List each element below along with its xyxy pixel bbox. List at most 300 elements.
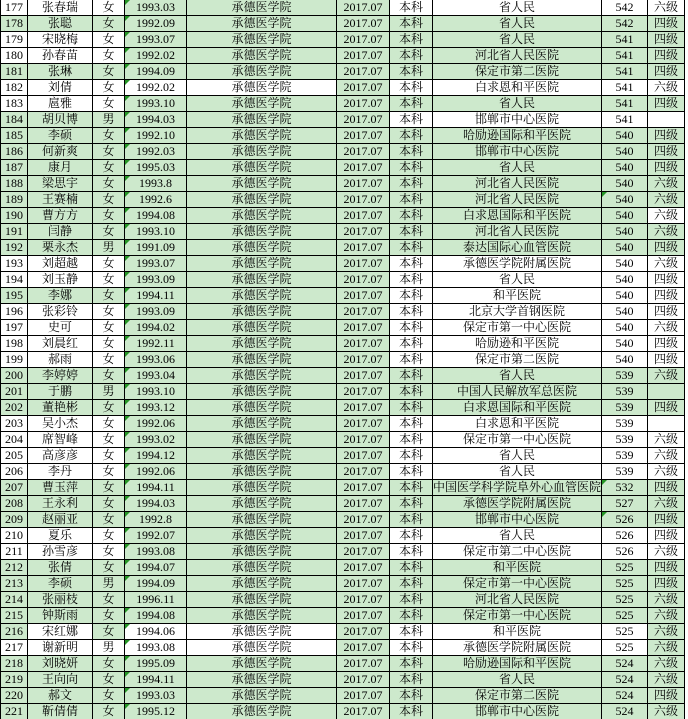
cell-birth-date[interactable]: 1993.09 (125, 304, 187, 320)
cell-cet-level[interactable]: 六级 (648, 496, 685, 512)
cell-row-number[interactable]: 186 (1, 144, 28, 160)
cell-row-number[interactable]: 179 (1, 32, 28, 48)
cell-score[interactable]: 539 (602, 416, 648, 432)
cell-grad-date[interactable]: 2017.07 (337, 48, 390, 64)
cell-grad-date[interactable]: 2017.07 (337, 192, 390, 208)
cell-score[interactable]: 541 (602, 48, 648, 64)
cell-score[interactable]: 525 (602, 560, 648, 576)
cell-cet-level[interactable]: 六级 (648, 192, 685, 208)
cell-row-number[interactable]: 210 (1, 528, 28, 544)
cell-name[interactable]: 栗永杰 (28, 240, 93, 256)
cell-school[interactable]: 承德医学院 (187, 64, 337, 80)
cell-hospital[interactable]: 和平医院 (433, 560, 602, 576)
cell-degree[interactable]: 本科 (390, 672, 433, 688)
cell-gender[interactable]: 男 (93, 576, 125, 592)
cell-degree[interactable]: 本科 (390, 272, 433, 288)
cell-cet-level[interactable]: 四级 (648, 480, 685, 496)
cell-degree[interactable]: 本科 (390, 448, 433, 464)
cell-name[interactable]: 孙雪彦 (28, 544, 93, 560)
cell-birth-date[interactable]: 1993.03 (125, 0, 187, 16)
cell-birth-date[interactable]: 1993.8 (125, 176, 187, 192)
cell-hospital[interactable]: 保定市第二医院 (433, 64, 602, 80)
cell-score[interactable]: 539 (602, 384, 648, 400)
cell-name[interactable]: 王永利 (28, 496, 93, 512)
cell-school[interactable]: 承德医学院 (187, 0, 337, 16)
cell-school[interactable]: 承德医学院 (187, 496, 337, 512)
cell-score[interactable]: 540 (602, 352, 648, 368)
cell-school[interactable]: 承德医学院 (187, 608, 337, 624)
cell-score[interactable]: 540 (602, 304, 648, 320)
cell-hospital[interactable]: 河北省人民医院 (433, 48, 602, 64)
cell-grad-date[interactable]: 2017.07 (337, 0, 390, 16)
cell-row-number[interactable]: 189 (1, 192, 28, 208)
cell-cet-level[interactable] (648, 416, 685, 432)
cell-gender[interactable]: 女 (93, 32, 125, 48)
cell-name[interactable]: 郝文 (28, 688, 93, 704)
cell-gender[interactable]: 女 (93, 544, 125, 560)
cell-gender[interactable]: 女 (93, 416, 125, 432)
cell-row-number[interactable]: 184 (1, 112, 28, 128)
cell-cet-level[interactable]: 六级 (648, 544, 685, 560)
cell-grad-date[interactable]: 2017.07 (337, 608, 390, 624)
cell-birth-date[interactable]: 1993.09 (125, 272, 187, 288)
cell-cet-level[interactable]: 四级 (648, 688, 685, 704)
cell-grad-date[interactable]: 2017.07 (337, 208, 390, 224)
cell-grad-date[interactable]: 2017.07 (337, 432, 390, 448)
cell-birth-date[interactable]: 1992.02 (125, 48, 187, 64)
cell-school[interactable]: 承德医学院 (187, 560, 337, 576)
cell-birth-date[interactable]: 1992.09 (125, 16, 187, 32)
cell-degree[interactable]: 本科 (390, 112, 433, 128)
cell-grad-date[interactable]: 2017.07 (337, 112, 390, 128)
cell-name[interactable]: 何新爽 (28, 144, 93, 160)
cell-cet-level[interactable]: 六级 (648, 656, 685, 672)
cell-birth-date[interactable]: 1995.03 (125, 160, 187, 176)
cell-degree[interactable]: 本科 (390, 496, 433, 512)
cell-row-number[interactable]: 219 (1, 672, 28, 688)
cell-school[interactable]: 承德医学院 (187, 80, 337, 96)
cell-hospital[interactable]: 白求恩国际和平医院 (433, 400, 602, 416)
cell-score[interactable]: 541 (602, 80, 648, 96)
cell-name[interactable]: 李丹 (28, 464, 93, 480)
cell-gender[interactable]: 女 (93, 160, 125, 176)
cell-school[interactable]: 承德医学院 (187, 416, 337, 432)
cell-school[interactable]: 承德医学院 (187, 112, 337, 128)
cell-grad-date[interactable]: 2017.07 (337, 304, 390, 320)
cell-birth-date[interactable]: 1992.02 (125, 80, 187, 96)
cell-name[interactable]: 张倩 (28, 560, 93, 576)
cell-grad-date[interactable]: 2017.07 (337, 256, 390, 272)
cell-row-number[interactable]: 198 (1, 336, 28, 352)
cell-row-number[interactable]: 215 (1, 608, 28, 624)
cell-grad-date[interactable]: 2017.07 (337, 640, 390, 656)
cell-name[interactable]: 康月 (28, 160, 93, 176)
cell-name[interactable]: 曹玉萍 (28, 480, 93, 496)
cell-cet-level[interactable]: 六级 (648, 368, 685, 384)
cell-name[interactable]: 李娜 (28, 288, 93, 304)
cell-name[interactable]: 夏乐 (28, 528, 93, 544)
cell-school[interactable]: 承德医学院 (187, 320, 337, 336)
cell-birth-date[interactable]: 1994.08 (125, 208, 187, 224)
cell-school[interactable]: 承德医学院 (187, 448, 337, 464)
cell-birth-date[interactable]: 1992.03 (125, 144, 187, 160)
cell-score[interactable]: 539 (602, 448, 648, 464)
cell-row-number[interactable]: 204 (1, 432, 28, 448)
cell-hospital[interactable]: 省人民 (433, 16, 602, 32)
cell-birth-date[interactable]: 1994.09 (125, 576, 187, 592)
cell-cet-level[interactable]: 四级 (648, 304, 685, 320)
cell-name[interactable]: 刘超越 (28, 256, 93, 272)
cell-grad-date[interactable]: 2017.07 (337, 688, 390, 704)
cell-name[interactable]: 张春瑞 (28, 0, 93, 16)
cell-name[interactable]: 于鹏 (28, 384, 93, 400)
cell-gender[interactable]: 女 (93, 208, 125, 224)
cell-hospital[interactable]: 邯郸市中心医院 (433, 704, 602, 719)
cell-degree[interactable]: 本科 (390, 208, 433, 224)
cell-degree[interactable]: 本科 (390, 608, 433, 624)
cell-cet-level[interactable]: 四级 (648, 288, 685, 304)
cell-school[interactable]: 承德医学院 (187, 272, 337, 288)
cell-grad-date[interactable]: 2017.07 (337, 288, 390, 304)
cell-row-number[interactable]: 208 (1, 496, 28, 512)
cell-score[interactable]: 540 (602, 144, 648, 160)
cell-hospital[interactable]: 保定市第一中心医院 (433, 320, 602, 336)
cell-cet-level[interactable]: 四级 (648, 48, 685, 64)
cell-degree[interactable]: 本科 (390, 512, 433, 528)
cell-grad-date[interactable]: 2017.07 (337, 560, 390, 576)
cell-birth-date[interactable]: 1993.08 (125, 640, 187, 656)
cell-name[interactable]: 席智峰 (28, 432, 93, 448)
cell-gender[interactable]: 女 (93, 592, 125, 608)
cell-gender[interactable]: 女 (93, 400, 125, 416)
cell-hospital[interactable]: 邯郸市中心医院 (433, 144, 602, 160)
cell-hospital[interactable]: 河北省人民医院 (433, 592, 602, 608)
cell-birth-date[interactable]: 1991.09 (125, 240, 187, 256)
cell-school[interactable]: 承德医学院 (187, 384, 337, 400)
cell-score[interactable]: 527 (602, 496, 648, 512)
cell-row-number[interactable]: 192 (1, 240, 28, 256)
cell-cet-level[interactable]: 六级 (648, 80, 685, 96)
cell-row-number[interactable]: 190 (1, 208, 28, 224)
cell-cet-level[interactable]: 四级 (648, 512, 685, 528)
cell-cet-level[interactable]: 六级 (648, 448, 685, 464)
cell-cet-level[interactable]: 四级 (648, 32, 685, 48)
cell-row-number[interactable]: 183 (1, 96, 28, 112)
cell-row-number[interactable]: 185 (1, 128, 28, 144)
cell-score[interactable]: 540 (602, 160, 648, 176)
cell-cet-level[interactable]: 四级 (648, 240, 685, 256)
cell-score[interactable]: 540 (602, 336, 648, 352)
cell-degree[interactable]: 本科 (390, 96, 433, 112)
cell-gender[interactable]: 女 (93, 560, 125, 576)
cell-hospital[interactable]: 白求恩和平医院 (433, 80, 602, 96)
cell-grad-date[interactable]: 2017.07 (337, 80, 390, 96)
cell-gender[interactable]: 女 (93, 656, 125, 672)
cell-school[interactable]: 承德医学院 (187, 544, 337, 560)
cell-grad-date[interactable]: 2017.07 (337, 240, 390, 256)
cell-gender[interactable]: 女 (93, 432, 125, 448)
cell-school[interactable]: 承德医学院 (187, 480, 337, 496)
cell-name[interactable]: 王向向 (28, 672, 93, 688)
cell-hospital[interactable]: 承德医学院附属医院 (433, 640, 602, 656)
cell-cet-level[interactable]: 六级 (648, 640, 685, 656)
cell-name[interactable]: 郝雨 (28, 352, 93, 368)
cell-score[interactable]: 525 (602, 640, 648, 656)
cell-name[interactable]: 刘玉静 (28, 272, 93, 288)
cell-hospital[interactable]: 和平医院 (433, 288, 602, 304)
cell-cet-level[interactable]: 四级 (648, 96, 685, 112)
cell-score[interactable]: 524 (602, 704, 648, 719)
cell-cet-level[interactable]: 六级 (648, 704, 685, 719)
cell-gender[interactable]: 女 (93, 480, 125, 496)
cell-cet-level[interactable]: 六级 (648, 224, 685, 240)
cell-name[interactable]: 宋晓梅 (28, 32, 93, 48)
cell-degree[interactable]: 本科 (390, 384, 433, 400)
cell-name[interactable]: 董艳彬 (28, 400, 93, 416)
cell-cet-level[interactable]: 六级 (648, 208, 685, 224)
cell-row-number[interactable]: 193 (1, 256, 28, 272)
cell-school[interactable]: 承德医学院 (187, 400, 337, 416)
cell-row-number[interactable]: 196 (1, 304, 28, 320)
cell-score[interactable]: 525 (602, 576, 648, 592)
cell-gender[interactable]: 女 (93, 304, 125, 320)
cell-gender[interactable]: 女 (93, 624, 125, 640)
cell-row-number[interactable]: 200 (1, 368, 28, 384)
cell-name[interactable]: 王赛楠 (28, 192, 93, 208)
cell-birth-date[interactable]: 1992.10 (125, 128, 187, 144)
cell-row-number[interactable]: 177 (1, 0, 28, 16)
cell-name[interactable]: 闫静 (28, 224, 93, 240)
cell-cet-level[interactable]: 四级 (648, 160, 685, 176)
cell-name[interactable]: 高彦彦 (28, 448, 93, 464)
cell-cet-level[interactable]: 六级 (648, 432, 685, 448)
cell-hospital[interactable]: 保定市第一中心医院 (433, 576, 602, 592)
cell-degree[interactable]: 本科 (390, 0, 433, 16)
cell-score[interactable]: 525 (602, 624, 648, 640)
cell-cet-level[interactable]: 六级 (648, 320, 685, 336)
cell-school[interactable]: 承德医学院 (187, 256, 337, 272)
cell-hospital[interactable]: 哈励逊国际和平医院 (433, 656, 602, 672)
cell-grad-date[interactable]: 2017.07 (337, 576, 390, 592)
cell-row-number[interactable]: 216 (1, 624, 28, 640)
cell-grad-date[interactable]: 2017.07 (337, 528, 390, 544)
cell-birth-date[interactable]: 1994.11 (125, 288, 187, 304)
cell-hospital[interactable]: 河北省人民医院 (433, 224, 602, 240)
cell-cet-level[interactable]: 六级 (648, 608, 685, 624)
cell-gender[interactable]: 女 (93, 320, 125, 336)
cell-gender[interactable]: 女 (93, 96, 125, 112)
cell-grad-date[interactable]: 2017.07 (337, 320, 390, 336)
cell-name[interactable]: 张琳 (28, 64, 93, 80)
cell-cet-level[interactable]: 六级 (648, 256, 685, 272)
cell-school[interactable]: 承德医学院 (187, 528, 337, 544)
cell-gender[interactable]: 女 (93, 336, 125, 352)
cell-gender[interactable]: 女 (93, 176, 125, 192)
cell-degree[interactable]: 本科 (390, 144, 433, 160)
cell-hospital[interactable]: 保定市第一中心医院 (433, 608, 602, 624)
cell-score[interactable]: 541 (602, 64, 648, 80)
cell-degree[interactable]: 本科 (390, 160, 433, 176)
cell-degree[interactable]: 本科 (390, 656, 433, 672)
cell-hospital[interactable]: 哈励逊和平医院 (433, 336, 602, 352)
cell-school[interactable]: 承德医学院 (187, 704, 337, 719)
cell-score[interactable]: 539 (602, 368, 648, 384)
cell-school[interactable]: 承德医学院 (187, 16, 337, 32)
cell-name[interactable]: 赵丽亚 (28, 512, 93, 528)
cell-row-number[interactable]: 191 (1, 224, 28, 240)
cell-score[interactable]: 541 (602, 32, 648, 48)
cell-name[interactable]: 刘倩 (28, 80, 93, 96)
cell-school[interactable]: 承德医学院 (187, 32, 337, 48)
cell-birth-date[interactable]: 1992.6 (125, 192, 187, 208)
cell-cet-level[interactable]: 四级 (648, 352, 685, 368)
cell-grad-date[interactable]: 2017.07 (337, 544, 390, 560)
cell-school[interactable]: 承德医学院 (187, 592, 337, 608)
cell-hospital[interactable]: 北京大学首钢医院 (433, 304, 602, 320)
cell-grad-date[interactable]: 2017.07 (337, 672, 390, 688)
cell-school[interactable]: 承德医学院 (187, 432, 337, 448)
cell-hospital[interactable]: 省人民 (433, 272, 602, 288)
cell-score[interactable]: 540 (602, 272, 648, 288)
cell-row-number[interactable]: 188 (1, 176, 28, 192)
cell-row-number[interactable]: 205 (1, 448, 28, 464)
cell-hospital[interactable]: 保定市第二医院 (433, 688, 602, 704)
cell-birth-date[interactable]: 1994.06 (125, 624, 187, 640)
cell-birth-date[interactable]: 1992.8 (125, 512, 187, 528)
cell-birth-date[interactable]: 1994.11 (125, 480, 187, 496)
cell-gender[interactable]: 女 (93, 496, 125, 512)
cell-grad-date[interactable]: 2017.07 (337, 64, 390, 80)
cell-row-number[interactable]: 182 (1, 80, 28, 96)
cell-gender[interactable]: 女 (93, 688, 125, 704)
cell-row-number[interactable]: 212 (1, 560, 28, 576)
cell-grad-date[interactable]: 2017.07 (337, 336, 390, 352)
cell-score[interactable]: 540 (602, 208, 648, 224)
cell-gender[interactable]: 女 (93, 128, 125, 144)
cell-score[interactable]: 539 (602, 464, 648, 480)
cell-hospital[interactable]: 保定市第一中心医院 (433, 432, 602, 448)
cell-score[interactable]: 541 (602, 96, 648, 112)
cell-cet-level[interactable] (648, 112, 685, 128)
cell-school[interactable]: 承德医学院 (187, 144, 337, 160)
cell-school[interactable]: 承德医学院 (187, 240, 337, 256)
cell-row-number[interactable]: 217 (1, 640, 28, 656)
cell-row-number[interactable]: 199 (1, 352, 28, 368)
cell-degree[interactable]: 本科 (390, 592, 433, 608)
cell-degree[interactable]: 本科 (390, 416, 433, 432)
cell-birth-date[interactable]: 1994.07 (125, 560, 187, 576)
cell-school[interactable]: 承德医学院 (187, 176, 337, 192)
cell-hospital[interactable]: 河北省人民医院 (433, 176, 602, 192)
cell-row-number[interactable]: 206 (1, 464, 28, 480)
cell-degree[interactable]: 本科 (390, 320, 433, 336)
cell-gender[interactable]: 女 (93, 80, 125, 96)
cell-birth-date[interactable]: 1996.11 (125, 592, 187, 608)
cell-degree[interactable]: 本科 (390, 624, 433, 640)
cell-grad-date[interactable]: 2017.07 (337, 448, 390, 464)
cell-cet-level[interactable]: 六级 (648, 0, 685, 16)
cell-grad-date[interactable]: 2017.07 (337, 656, 390, 672)
cell-score[interactable]: 525 (602, 592, 648, 608)
cell-gender[interactable]: 女 (93, 224, 125, 240)
cell-grad-date[interactable]: 2017.07 (337, 384, 390, 400)
cell-birth-date[interactable]: 1993.10 (125, 96, 187, 112)
cell-hospital[interactable]: 保定市第二医院 (433, 352, 602, 368)
cell-name[interactable]: 张丽枝 (28, 592, 93, 608)
cell-name[interactable]: 刘晨红 (28, 336, 93, 352)
cell-score[interactable]: 526 (602, 512, 648, 528)
cell-school[interactable]: 承德医学院 (187, 48, 337, 64)
cell-grad-date[interactable]: 2017.07 (337, 368, 390, 384)
cell-degree[interactable]: 本科 (390, 336, 433, 352)
cell-row-number[interactable]: 194 (1, 272, 28, 288)
cell-birth-date[interactable]: 1994.12 (125, 448, 187, 464)
cell-row-number[interactable]: 211 (1, 544, 28, 560)
cell-hospital[interactable]: 和平医院 (433, 624, 602, 640)
cell-gender[interactable]: 女 (93, 528, 125, 544)
cell-grad-date[interactable]: 2017.07 (337, 592, 390, 608)
cell-name[interactable]: 刘晓妍 (28, 656, 93, 672)
cell-hospital[interactable]: 泰达国际心血管医院 (433, 240, 602, 256)
cell-row-number[interactable]: 214 (1, 592, 28, 608)
cell-hospital[interactable]: 承德医学院附属医院 (433, 256, 602, 272)
cell-birth-date[interactable]: 1993.06 (125, 352, 187, 368)
cell-degree[interactable]: 本科 (390, 560, 433, 576)
cell-hospital[interactable]: 中国人民解放军总医院 (433, 384, 602, 400)
cell-row-number[interactable]: 218 (1, 656, 28, 672)
cell-school[interactable]: 承德医学院 (187, 512, 337, 528)
cell-name[interactable]: 谢新明 (28, 640, 93, 656)
cell-school[interactable]: 承德医学院 (187, 128, 337, 144)
cell-birth-date[interactable]: 1993.10 (125, 224, 187, 240)
cell-gender[interactable]: 女 (93, 0, 125, 16)
cell-degree[interactable]: 本科 (390, 576, 433, 592)
cell-degree[interactable]: 本科 (390, 544, 433, 560)
cell-score[interactable]: 532 (602, 480, 648, 496)
cell-grad-date[interactable]: 2017.07 (337, 496, 390, 512)
cell-degree[interactable]: 本科 (390, 128, 433, 144)
cell-degree[interactable]: 本科 (390, 256, 433, 272)
cell-degree[interactable]: 本科 (390, 688, 433, 704)
cell-row-number[interactable]: 197 (1, 320, 28, 336)
cell-gender[interactable]: 女 (93, 192, 125, 208)
cell-grad-date[interactable]: 2017.07 (337, 160, 390, 176)
cell-cet-level[interactable]: 四级 (648, 528, 685, 544)
cell-birth-date[interactable]: 1995.09 (125, 656, 187, 672)
cell-gender[interactable]: 女 (93, 288, 125, 304)
cell-hospital[interactable]: 省人民 (433, 160, 602, 176)
cell-row-number[interactable]: 178 (1, 16, 28, 32)
cell-cet-level[interactable] (648, 384, 685, 400)
cell-name[interactable]: 靳倩倩 (28, 704, 93, 719)
cell-row-number[interactable]: 207 (1, 480, 28, 496)
cell-hospital[interactable]: 省人民 (433, 0, 602, 16)
cell-gender[interactable]: 女 (93, 16, 125, 32)
cell-row-number[interactable]: 180 (1, 48, 28, 64)
cell-school[interactable]: 承德医学院 (187, 368, 337, 384)
cell-birth-date[interactable]: 1993.07 (125, 32, 187, 48)
cell-row-number[interactable]: 187 (1, 160, 28, 176)
cell-school[interactable]: 承德医学院 (187, 192, 337, 208)
cell-birth-date[interactable]: 1993.03 (125, 688, 187, 704)
cell-name[interactable]: 孙春苗 (28, 48, 93, 64)
cell-hospital[interactable]: 白求恩和平医院 (433, 416, 602, 432)
cell-birth-date[interactable]: 1994.03 (125, 112, 187, 128)
cell-cet-level[interactable]: 四级 (648, 64, 685, 80)
cell-school[interactable]: 承德医学院 (187, 304, 337, 320)
cell-cet-level[interactable]: 六级 (648, 592, 685, 608)
cell-degree[interactable]: 本科 (390, 464, 433, 480)
